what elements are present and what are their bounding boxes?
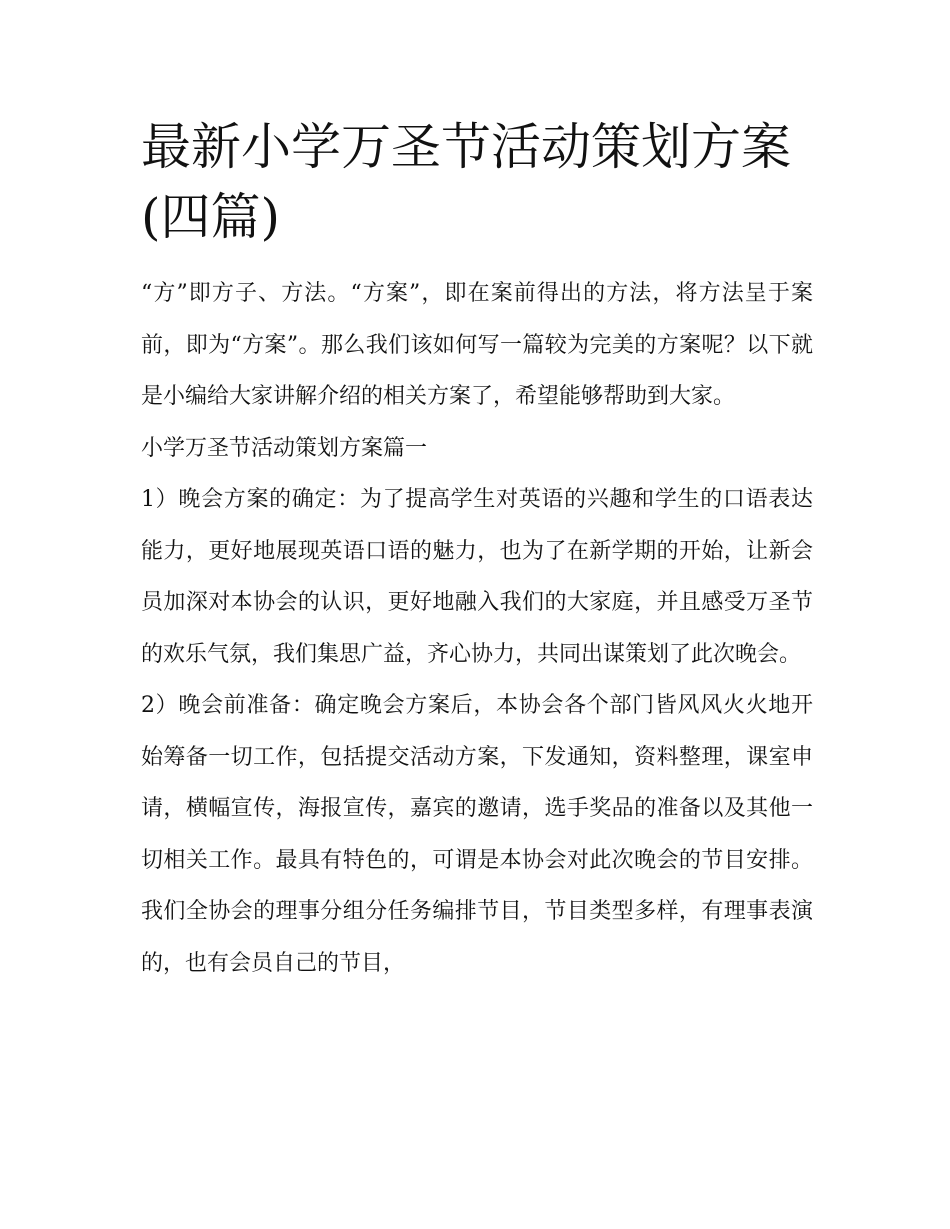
document-body: [141, 268, 813, 989]
body-paragraph: 2）晚会前准备：确定晚会方案后，本协会各个部门皆风风火火地开始筹备一切工作，包括提交活动方案，下发通知，资料整理，课室申请，横幅宣传，海报宣传，嘉宾的邀请，选手奖品的准备以及其他一切相关工作。最具有特色的，可谓是本协会对此次晚会的节目安排。我们全协会的理事分组分任务编排节目，节目类型多样，有理事表演的，也有会员自己的节目，: [141, 693, 813, 976]
section-heading: 小学万圣节活动策划方案篇一: [141, 435, 428, 461]
body-paragraph: 1）晚会方案的确定：为了提高学生对英语的兴趣和学生的口语表达能力，更好地展现英语口语的魅力，也为了在新学期的开始，让新会员加深对本协会的认识，更好地融入我们的大家庭，并且感受万圣节的欢乐气氛，我们集思广益，齐心协力，共同出谋策划了此次晚会。: [141, 487, 813, 667]
document-content: [141, 112, 813, 989]
document-title: 最新小学万圣节活动策划方案(四篇): [141, 118, 791, 246]
intro-paragraph: “方”即方子、方法。“方案”，即在案前得出的方法，将方法呈于案前，即为“方案”。那么我们该如何写一篇较为完美的方案呢？以下就是小编给大家讲解介绍的相关方案了，希望能够帮助到大家。: [141, 281, 813, 409]
